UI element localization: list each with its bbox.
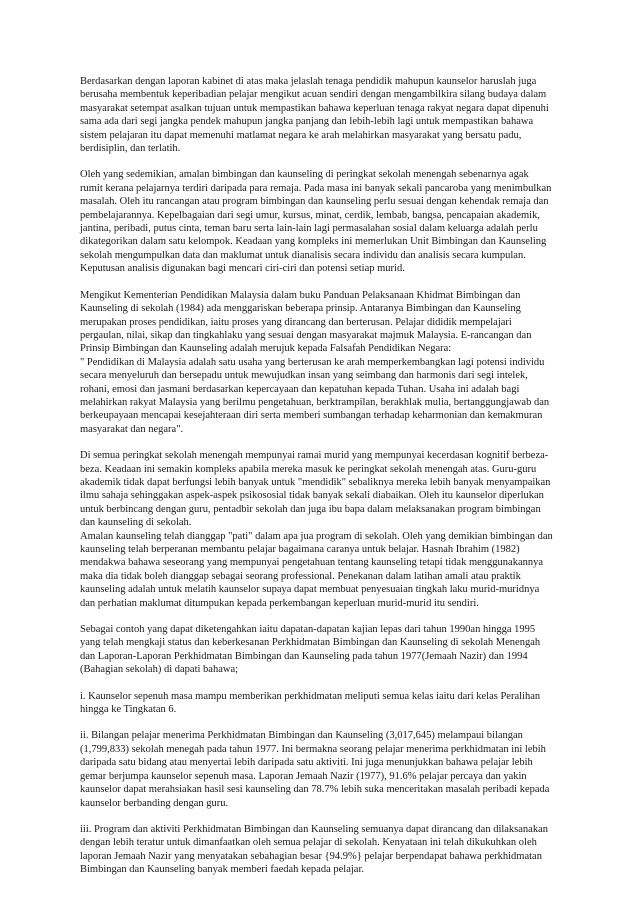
text-line: i. Kaunselor sepenuh masa mampu memberikan perkhidmatan meliputi semua kelas iaitu dari kelas Peralihan — [80, 690, 541, 702]
text-line: Berdasarkan dengan laporan kabinet di atas maka jelaslah tenaga pendidik mahupun kaunselor haruslah juga — [80, 76, 537, 87]
text-line: (1,799,833) sekolah menegah pada tahun 1977. Ini bermakna seorang pelajar menerima perkhidmatan ini lebih — [80, 743, 546, 755]
text-line: dan kaunseling di sekolah. — [80, 517, 192, 529]
text-line: secara menyeluruh dan bersepadu untuk mewujudkan insan yang seimbang dan harmonis dari segi intelek, — [80, 370, 528, 382]
text-line: sekolah mengumpulkan data dan maklumat untuk dianalisis secara individu dan analisis secara kumpulan. — [80, 249, 526, 261]
text-line: berkeupayaan mencapai kesejahteraan diri serta memberi sumbangan terhadap keharmonian dan kemakmuran — [80, 410, 543, 422]
text-line: masyarakat dan negara". — [80, 423, 184, 435]
text-line: dan perhatian maklumat ditumpukan kepada perkembangan keperluan murid-murid itu sendiri. — [80, 597, 479, 609]
text-line: akademik tidak dapat berfungsi lebih banyak untuk "mendidik" sebaliknya mereka lebih banyak menyampaikan — [80, 476, 551, 488]
paragraph-3 — [80, 289, 570, 436]
text-line: jantina, peribadi, putus cinta, teman baru serta lain-lain lagi permasalahan sosial dalam keluarga adalah perlu — [80, 223, 538, 235]
text-line: sistem pelajaran itu dapat memenuhi matlamat negara ke arah melahirkan masyarakat yang bersatu padu, — [80, 129, 522, 141]
text-line: hingga ke Tingkatan 6. — [80, 704, 177, 716]
text-line: iii. Program dan aktiviti Perkhidmatan Bimbingan dan Kaunseling semuanya dapat dirancang dan dilaksanakan — [80, 823, 549, 835]
text-line: gemar berjumpa kaunselor sepenuh masa. Laporan Jemaah Nazir (1977), 91.6% pelajar percaya dan yakin — [80, 770, 527, 782]
text-line: Mengikut Kementerian Pendidikan Malaysia dalam buku Panduan Pelaksanaan Khidmat Bimbingan dan — [80, 289, 521, 301]
text-line: rumit kerana pelajarnya terdiri daripada para remaja. Pada masa ini banyak sekali pancaroba yang menimbulkan — [80, 182, 552, 194]
paragraph-6 — [80, 690, 570, 717]
text-line: Prinsip Bimbingan dan Kaunseling adalah merujuk kepada Falsafah Pendidikan Negara: — [80, 343, 452, 355]
text-line: berusaha membentuk keperibadian pelajar mengikut acuan sendiri dengan mengambilkira silang budaya dalam — [80, 89, 547, 101]
text-line: Amalan kaunseling telah dianggap "pati" dalam apa jua program di sekolah. Oleh yang demikian bimbingan dan — [80, 530, 553, 542]
paragraph-7 — [80, 729, 570, 809]
text-line: pergaulan, nilai, sikap dan tingkahlaku yang sesuai dengan masyarakat majmuk Malaysia. E-rancangan dan — [80, 329, 532, 341]
text-line: daripada satu bidang atau menyertai lebih daripada satu aktiviti. Ini juga menunjukkan bahawa pelajar lebih — [80, 757, 533, 769]
text-line: laporan Jemaah Nazir yang menyatakan sebahagian besar {94.9%} pelajar berpendapat bahawa perkhidmatan — [80, 850, 542, 862]
paragraph-8 — [80, 823, 570, 877]
text-line: ii. Bilangan pelajar menerima Perkhidmatan Bimbingan dan Kaunseling (3,017,645) melampaui bilangan — [80, 730, 523, 742]
text-line: beza. Keadaan ini semakin kompleks apabila mereka masuk ke peringkat sekolah menengah atas. Guru-guru — [80, 463, 537, 475]
text-line: Bimbingan dan Kaunseling banyak memberi faedah kepada pelajar. — [80, 864, 364, 876]
text-line: masyarakat setempat asalkan tujuan untuk mempastikan bahawa keperluan tenaga rakyat negara dapat dipenuhi — [80, 102, 549, 114]
text-line: kaunseling adalah untuk melatih kaunselor supaya dapat membuat penyesuaian tingkah laku murid-muridnya — [80, 584, 540, 596]
paragraph-1 — [80, 75, 570, 155]
text-line: dan Laporan-Laporan Perkhidmatan Bimbingan dan Kaunseling pada tahun 1977(Jemaah Nazir) dan 1994 — [80, 650, 528, 662]
text-line: dikategorikan dalam satu kelompok. Keadaan yang kompleks ini memerlukan Unit Bimbingan dan Kaunseling — [80, 236, 547, 248]
text-line: Di semua peringkat sekolah menengah mempunyai ramai murid yang mempunyai kecerdasan kognitif berbeza- — [80, 450, 549, 462]
text-line: berdisiplin, dan terlatih. — [80, 143, 181, 155]
document-page — [80, 75, 570, 890]
text-line: " Pendidikan di Malaysia adalah satu usaha yang berterusan ke arah memperkembangkan lagi potensi individu — [80, 356, 545, 368]
text-line: masalah. Oleh itu rancangan atau program bimbingan dan kaunseling perlu sesuai dengan kehendak remaja dan — [80, 196, 549, 208]
text-line: rohani, emosi dan jasmani berdasarkan kepercayaan dan kepatuhan kepada Tuhan. Usaha ini adalah bagi — [80, 383, 520, 395]
text-line: Kaunseling di sekolah (1984) ada menggariskan beberapa prinsip. Antaranya Bimbingan dan Kaunseling — [80, 303, 521, 315]
text-line: Oleh yang sedemikian, amalan bimbingan dan kaunseling di peringkat sekolah menengah sebenarnya agak — [80, 169, 529, 181]
text-line: Sebagai contoh yang dapat diketengahkan iaitu dapatan-dapatan kajian lepas dari tahun 1990an hingga 1995 — [80, 624, 536, 636]
text-line: pembelajarannya. Kepelbagaian dari segi umur, kursus, minat, cerdik, lembab, bangsa, pencapaian akademik, — [80, 209, 540, 221]
text-line: melahirkan rakyat Malaysia yang berilmu pengetahuan, berktrampilan, berakhlak mulia, bertanggungjawab dan — [80, 396, 550, 408]
text-line: sama ada dari segi jangka pendek mahupun jangka panjang dan lebih-lebih lagi untuk mempastikan bahawa — [80, 116, 534, 128]
paragraph-2 — [80, 168, 570, 275]
text-line: untuk berbincang dengan guru, pentadbir sekolah dan juga ibu bapa dalam melaksanakan program bimbingan — [80, 503, 541, 515]
text-line: (Bahagian sekolah) di dapati bahawa; — [80, 664, 239, 676]
text-line: dengan lebih teratur untuk dimanfaatkan oleh semua pelajar di sekolah. Kenyataan ini telah dikukuhkan oleh — [80, 837, 537, 849]
text-line: kaunseling telah berperanan membantu pelajar bagaimana caranya untuk belajar. Hasnah Ibrahim (1982) — [80, 544, 520, 555]
text-line: yang telah mengkaji status dan keberkesanan Perkhidmatan Bimbingan dan Kaunseling di sekolah Menengah — [80, 637, 541, 649]
text-line: mendakwa bahawa seseorang yang mempunyai pengetahuan tentang kaunseling tetapi tidak menggunakannya — [80, 557, 544, 569]
text-line: ilmu sahaja sehinggakan aspek-aspek psikososial tidak banyak sekali diabaikan. Oleh itu kaunselor diperlukan — [80, 490, 544, 502]
paragraph-4 — [80, 449, 570, 610]
paragraph-5 — [80, 623, 570, 677]
text-line: Keputusan analisis digunakan bagi mencari ciri-ciri dan potensi setiap murid. — [80, 263, 405, 275]
text-line: kaunselor dapat merahsiakan hasil sesi kaunseling dan 78.7% lebih suka menceritakan masalah peribadi kepada — [80, 784, 550, 796]
text-line: kaunselor berbanding dengan guru. — [80, 797, 229, 809]
text-line: maka dia tidak boleh dianggap sebagai seorang professional. Penekanan dalam latihan amali atau praktik — [80, 570, 521, 582]
text-line: merupakan proses pendidikan, iaitu proses yang dirancang dan berterusan. Pelajar dididik mempelajari — [80, 316, 512, 328]
